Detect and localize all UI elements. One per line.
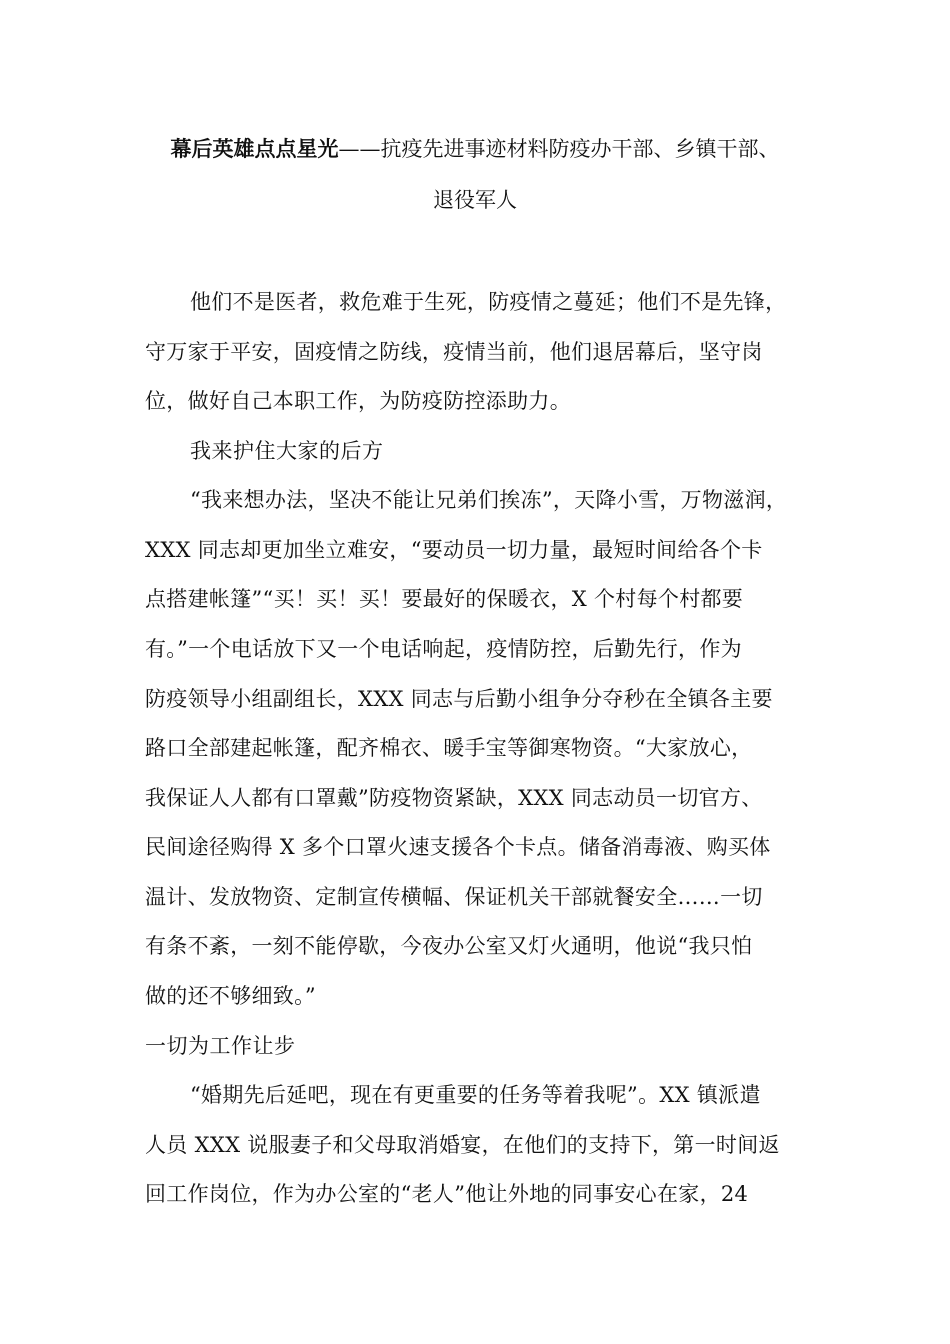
section2-heading: 一切为工作让步 <box>145 1034 296 1058</box>
section1-line-10: 有条不紊，一刻不能停歇，今夜办公室又灯火通明，他说“我只怕 <box>145 934 753 958</box>
section2-line-3: 回工作岗位，作为办公室的“老人”他让外地的同事安心在家，24 <box>145 1182 749 1206</box>
section1-line-4: 有。”一个电话放下又一个电话响起，疫情防控，后勤先行，作为 <box>145 637 742 661</box>
title-bold-part: 幕后英雄点点星光 <box>170 136 339 161</box>
document-title-line-2: 退役军人 <box>433 188 517 212</box>
section1-line-11: 做的还不够细致。” <box>145 984 316 1008</box>
section1-line-8: 民间途径购得 X 多个口罩火速支援各个卡点。储备消毒液、购买体 <box>145 835 771 859</box>
section2-line-2: 人员 XXX 说服妻子和父母取消婚宴，在他们的支持下，第一时间返 <box>145 1133 780 1157</box>
section1-heading: 我来护住大家的后方 <box>190 439 384 463</box>
document-title-line-1 <box>0 134 950 164</box>
intro-line-3: 位，做好自己本职工作，为防疫防控添助力。 <box>145 389 571 413</box>
section1-line-7: 我保证人人都有口罩戴”防疫物资紧缺，XXX 同志动员一切官方、 <box>145 786 763 810</box>
section2-line-1: “婚期先后延吧，现在有更重要的任务等着我呢”。XX 镇派遣 <box>190 1083 761 1107</box>
intro-line-1: 他们不是医者，救危难于生死，防疫情之蔓延；他们不是先锋， <box>190 290 787 314</box>
title-rest-part: ——抗疫先进事迹材料防疫办干部、乡镇干部、 <box>338 137 780 161</box>
section1-line-2: XXX 同志却更加坐立难安，“要动员一切力量，最短时间给各个卡 <box>145 538 763 562</box>
section1-line-3: 点搭建帐篷”“买！买！买！要最好的保暖衣，X 个村每个村都要 <box>145 587 744 611</box>
section1-line-9: 温计、发放物资、定制宣传横幅、保证机关干部就餐安全……一切 <box>145 885 763 909</box>
intro-line-2: 守万家于平安，固疫情之防线，疫情当前，他们退居幕后，坚守岗 <box>145 340 763 364</box>
section1-line-1: “我来想办法，坚决不能让兄弟们挨冻”，天降小雪，万物滋润， <box>190 488 788 512</box>
section1-line-6: 路口全部建起帐篷，配齐棉衣、暖手宝等御寒物资。“大家放心， <box>145 736 753 760</box>
section1-line-5: 防疫领导小组副组长，XXX 同志与后勤小组争分夺秒在全镇各主要 <box>145 687 773 711</box>
